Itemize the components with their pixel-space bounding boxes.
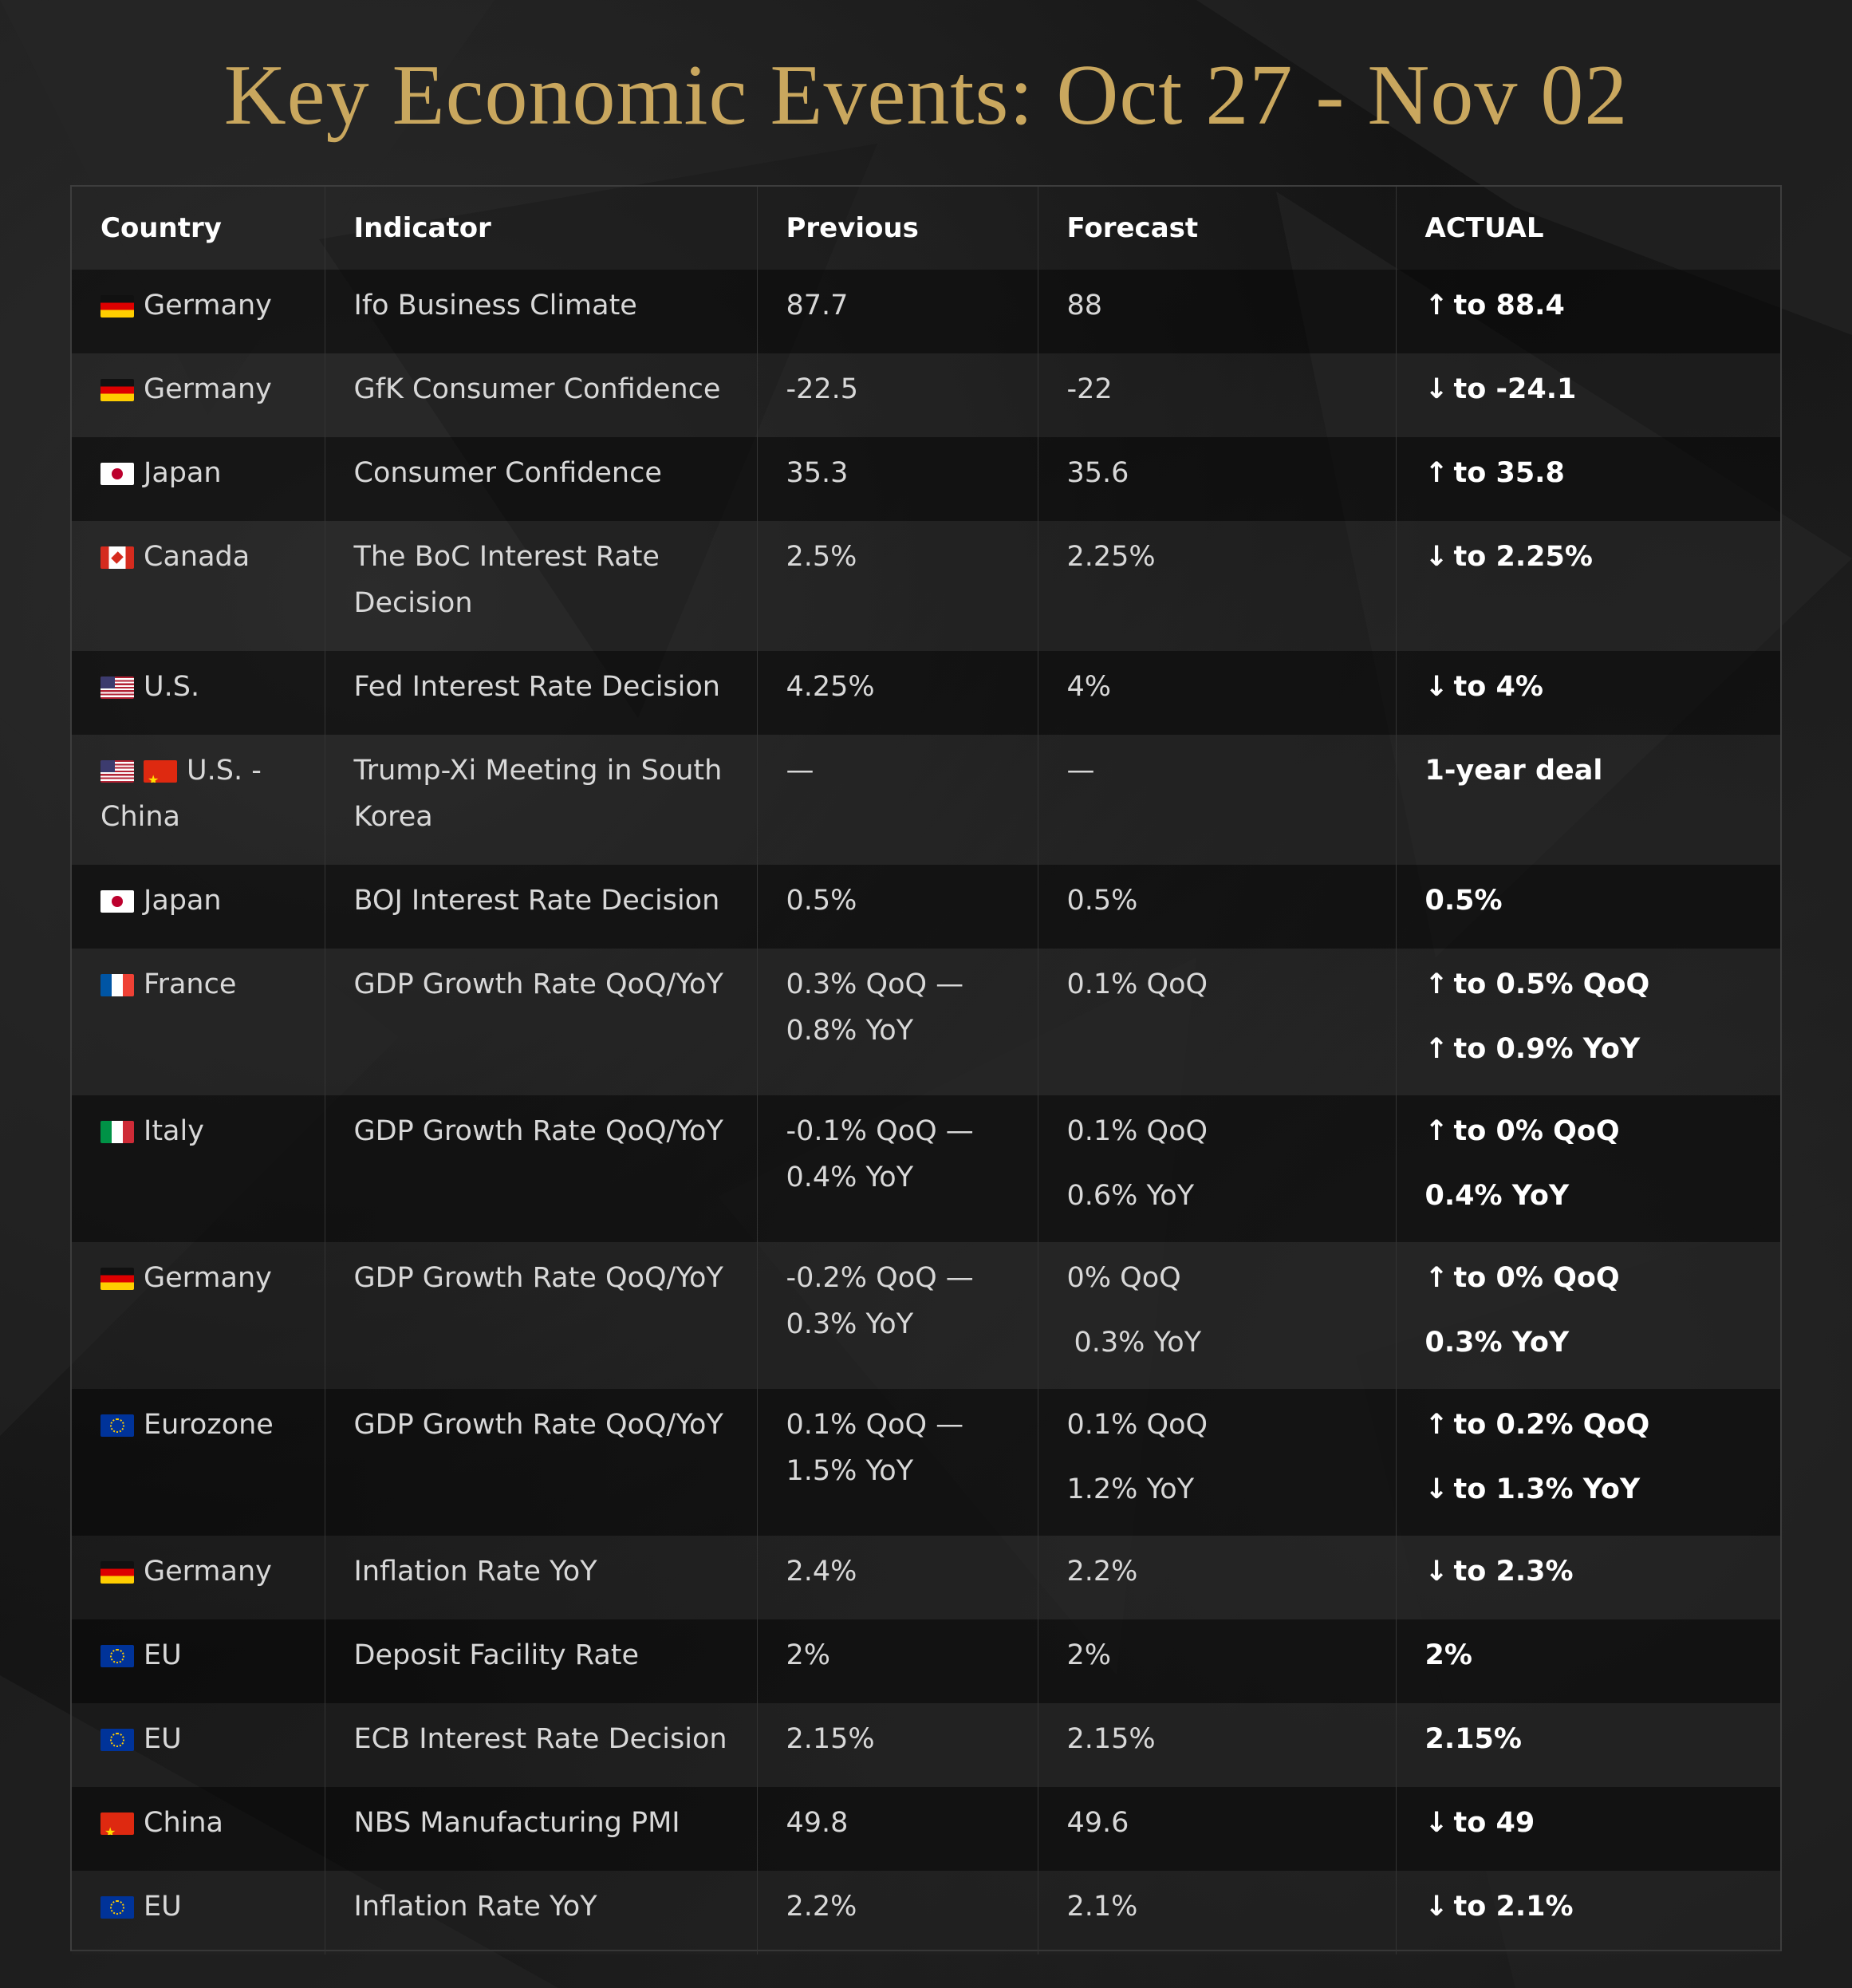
- arrow-up-icon: ↑: [1424, 457, 1448, 489]
- germany-flag-icon: [100, 1561, 134, 1584]
- previous-cell: 0.5%: [757, 865, 1038, 949]
- actual-cell: ↑ to 35.8: [1396, 437, 1780, 521]
- forecast-cell: 0.1% QoQ 0.6% YoY: [1038, 1095, 1396, 1242]
- germany-flag-icon: [100, 295, 134, 318]
- country-cell: ★China: [72, 1787, 325, 1871]
- country-cell: Germany: [72, 1242, 325, 1389]
- forecast-cell: -22: [1038, 353, 1396, 437]
- header-actual: ACTUAL: [1424, 212, 1544, 244]
- header-country: Country: [72, 187, 325, 270]
- country-cell: Germany: [72, 270, 325, 353]
- previous-cell: -0.2% QoQ — 0.3% YoY: [757, 1242, 1038, 1389]
- actual-cell: ↑ to 0.5% QoQ ↑ to 0.9% YoY: [1396, 949, 1780, 1095]
- header-previous: Previous: [757, 187, 1038, 270]
- arrow-up-icon: ↑: [1424, 1033, 1448, 1065]
- table-row: [72, 353, 1780, 437]
- arrow-down-icon: ↓: [1424, 1556, 1448, 1588]
- actual-cell: ↓ to 2.3%: [1396, 1536, 1780, 1619]
- country-cell: EU: [72, 1703, 325, 1787]
- indicator-cell: Inflation Rate YoY: [325, 1536, 757, 1619]
- country-cell: Japan: [72, 865, 325, 949]
- previous-cell: 87.7: [757, 270, 1038, 353]
- actual-cell: 1-year deal: [1396, 735, 1780, 865]
- indicator-cell: GfK Consumer Confidence: [325, 353, 757, 437]
- arrow-up-icon: ↑: [1424, 1262, 1448, 1294]
- country-cell: EU: [72, 1619, 325, 1703]
- forecast-cell: 0.5%: [1038, 865, 1396, 949]
- actual-cell: 2.15%: [1396, 1703, 1780, 1787]
- actual-cell: 2%: [1396, 1619, 1780, 1703]
- arrow-down-icon: ↓: [1424, 1807, 1448, 1839]
- arrow-down-icon: ↓: [1424, 1473, 1448, 1505]
- arrow-down-icon: ↓: [1424, 373, 1448, 405]
- previous-cell: 2.2%: [757, 1871, 1038, 1954]
- country-cell: Germany: [72, 1536, 325, 1619]
- indicator-cell: Deposit Facility Rate: [325, 1619, 757, 1703]
- indicator-cell: BOJ Interest Rate Decision: [325, 865, 757, 949]
- indicator-cell: GDP Growth Rate QoQ/YoY: [325, 949, 757, 1095]
- indicator-cell: ECB Interest Rate Decision: [325, 1703, 757, 1787]
- forecast-cell: 0% QoQ 0.3% YoY: [1038, 1242, 1396, 1389]
- header-indicator: Indicator: [325, 187, 757, 270]
- actual-cell: ↓ to 4%: [1396, 651, 1780, 735]
- forecast-cell: 4%: [1038, 651, 1396, 735]
- forecast-cell: —: [1038, 735, 1396, 865]
- indicator-cell: Consumer Confidence: [325, 437, 757, 521]
- china-flag-icon: [144, 760, 177, 783]
- previous-cell: 4.25%: [757, 651, 1038, 735]
- us-flag-icon: [100, 760, 134, 783]
- forecast-cell: 88: [1038, 270, 1396, 353]
- arrow-up-icon: ↑: [1424, 1409, 1448, 1441]
- previous-cell: -0.1% QoQ — 0.4% YoY: [757, 1095, 1038, 1242]
- forecast-cell: 2.2%: [1038, 1536, 1396, 1619]
- previous-cell: 0.1% QoQ — 1.5% YoY: [757, 1389, 1038, 1536]
- forecast-cell: 0.1% QoQ 1.2% YoY: [1038, 1389, 1396, 1536]
- actual-cell: ↑ to 0% QoQ 0.4% YoY: [1396, 1095, 1780, 1242]
- previous-cell: 35.3: [757, 437, 1038, 521]
- table-row: [72, 949, 1780, 1095]
- table-row: [72, 1389, 1780, 1536]
- previous-cell: 49.8: [757, 1787, 1038, 1871]
- previous-cell: 2.4%: [757, 1536, 1038, 1619]
- actual-cell: 0.5%: [1396, 865, 1780, 949]
- actual-cell: ↑ to 0% QoQ 0.3% YoY: [1396, 1242, 1780, 1389]
- japan-flag-icon: [100, 463, 134, 485]
- eu-flag-icon: [100, 1896, 134, 1919]
- previous-cell: 2%: [757, 1619, 1038, 1703]
- previous-cell: —: [757, 735, 1038, 865]
- country-cell: Eurozone: [72, 1389, 325, 1536]
- germany-flag-icon: [100, 379, 134, 401]
- table-row: [72, 521, 1780, 651]
- arrow-down-icon: ↓: [1424, 671, 1448, 703]
- forecast-cell: 2%: [1038, 1619, 1396, 1703]
- indicator-cell: Fed Interest Rate Decision: [325, 651, 757, 735]
- indicator-cell: The BoC Interest Rate Decision: [325, 521, 757, 651]
- forecast-cell: 2.15%: [1038, 1703, 1396, 1787]
- actual-cell: ↑ to 88.4: [1396, 270, 1780, 353]
- table-row: [72, 1619, 1780, 1703]
- indicator-cell: GDP Growth Rate QoQ/YoY: [325, 1095, 757, 1242]
- header-forecast: Forecast: [1038, 187, 1396, 270]
- page-title: Key Economic Events: Oct 27 - Nov 02: [223, 48, 1629, 143]
- table-row: [72, 270, 1780, 353]
- indicator-cell: Ifo Business Climate: [325, 270, 757, 353]
- table-row: [72, 1242, 1780, 1389]
- actual-cell: ↓ to 2.25%: [1396, 521, 1780, 651]
- table-row: [72, 437, 1780, 521]
- country-cell: Italy: [72, 1095, 325, 1242]
- table-row: [72, 865, 1780, 949]
- eu-flag-icon: [100, 1414, 134, 1437]
- italy-flag-icon: [100, 1121, 134, 1143]
- forecast-cell: 0.1% QoQ: [1038, 949, 1396, 1095]
- china-flag-icon: [100, 1812, 134, 1835]
- forecast-cell: 35.6: [1038, 437, 1396, 521]
- actual-cell: ↓ to -24.1: [1396, 353, 1780, 437]
- country-cell: EU: [72, 1871, 325, 1954]
- table-row: [72, 1536, 1780, 1619]
- country-cell: Canada: [72, 521, 325, 651]
- table-row: [72, 1703, 1780, 1787]
- indicator-cell: NBS Manufacturing PMI: [325, 1787, 757, 1871]
- country-cell: Germany: [72, 353, 325, 437]
- actual-cell: ↑ to 0.2% QoQ ↓ to 1.3% YoY: [1396, 1389, 1780, 1536]
- actual-cell: ↓ to 2.1%: [1396, 1871, 1780, 1954]
- eu-flag-icon: [100, 1729, 134, 1751]
- country-cell: ★U.S. - China: [72, 735, 325, 865]
- indicator-cell: Inflation Rate YoY: [325, 1871, 757, 1954]
- us-flag-icon: [100, 676, 134, 699]
- eu-flag-icon: [100, 1645, 134, 1667]
- arrow-down-icon: ↓: [1424, 541, 1448, 573]
- previous-cell: 2.15%: [757, 1703, 1038, 1787]
- indicator-cell: GDP Growth Rate QoQ/YoY: [325, 1242, 757, 1389]
- germany-flag-icon: [100, 1268, 134, 1290]
- table-row: [72, 1871, 1780, 1954]
- japan-flag-icon: [100, 890, 134, 913]
- forecast-cell: 2.25%: [1038, 521, 1396, 651]
- table-row: [72, 1095, 1780, 1242]
- events-table: [70, 185, 1782, 1951]
- previous-cell: -22.5: [757, 353, 1038, 437]
- forecast-cell: 2.1%: [1038, 1871, 1396, 1954]
- arrow-down-icon: ↓: [1424, 1891, 1448, 1923]
- table-row: [72, 735, 1780, 865]
- previous-cell: 2.5%: [757, 521, 1038, 651]
- country-cell: France: [72, 949, 325, 1095]
- previous-cell: 0.3% QoQ — 0.8% YoY: [757, 949, 1038, 1095]
- indicator-cell: GDP Growth Rate QoQ/YoY: [325, 1389, 757, 1536]
- table-row: [72, 651, 1780, 735]
- table-header-row: [72, 187, 1780, 270]
- canada-flag-icon: [100, 546, 134, 569]
- country-cell: U.S.: [72, 651, 325, 735]
- actual-cell: ↓ to 49: [1396, 1787, 1780, 1871]
- table-row: [72, 1787, 1780, 1871]
- arrow-up-icon: ↑: [1424, 290, 1448, 321]
- country-cell: Japan: [72, 437, 325, 521]
- arrow-up-icon: ↑: [1424, 1115, 1448, 1147]
- arrow-up-icon: ↑: [1424, 968, 1448, 1000]
- indicator-cell: Trump-Xi Meeting in South Korea: [325, 735, 757, 865]
- france-flag-icon: [100, 974, 134, 996]
- forecast-cell: 49.6: [1038, 1787, 1396, 1871]
